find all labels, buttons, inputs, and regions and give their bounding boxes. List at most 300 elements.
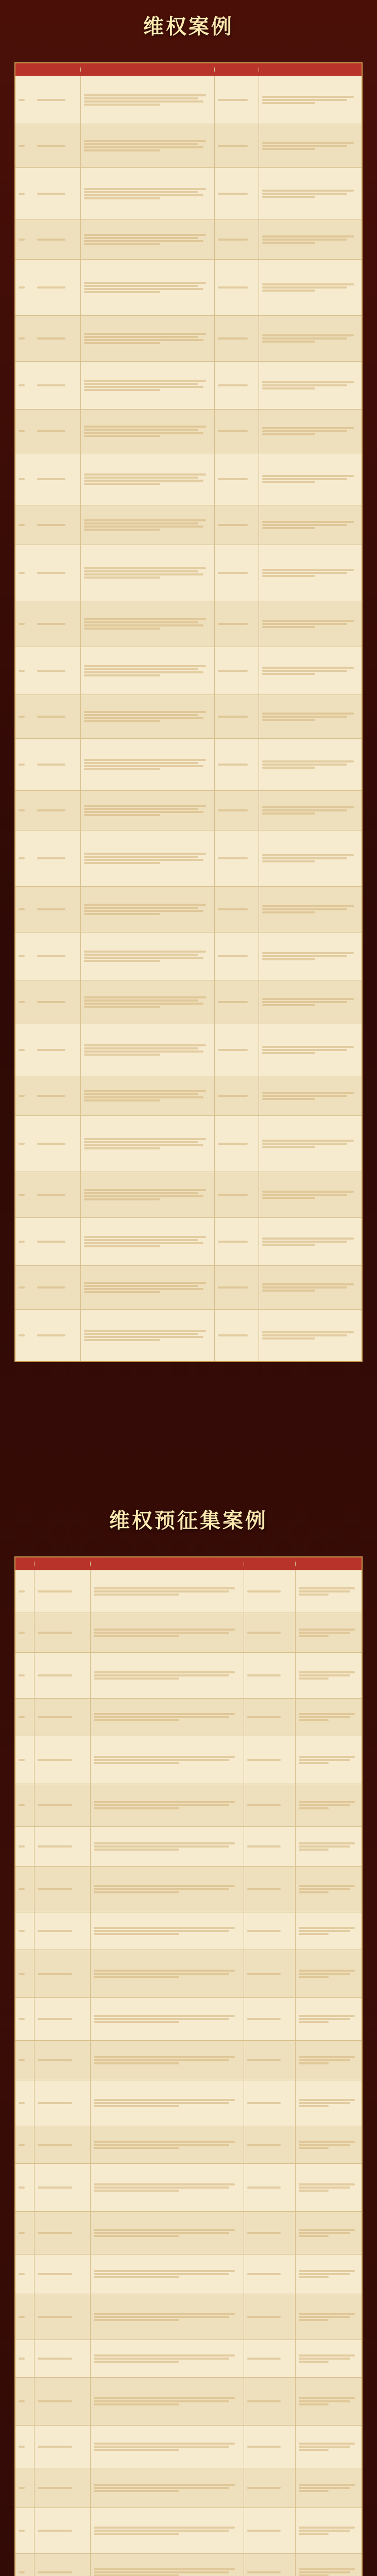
row-no xyxy=(15,1867,34,1912)
table-row xyxy=(15,361,362,409)
row-desc xyxy=(80,980,214,1024)
table-row xyxy=(15,2294,362,2340)
row-result xyxy=(259,980,362,1024)
row-name xyxy=(34,1784,90,1826)
row-desc xyxy=(90,2508,244,2553)
row-no xyxy=(15,2294,34,2340)
row-desc xyxy=(90,1867,244,1912)
row-no xyxy=(15,1736,34,1784)
row-name xyxy=(34,1912,90,1950)
row-no xyxy=(15,1998,34,2040)
row-desc xyxy=(80,410,214,453)
pre-cases-table xyxy=(14,1556,363,2576)
row-name xyxy=(34,739,80,790)
row-result xyxy=(295,1699,362,1736)
row-result xyxy=(295,1736,362,1784)
row-result xyxy=(295,1784,362,1826)
row-result xyxy=(295,2080,362,2126)
row-dept xyxy=(214,124,259,167)
table-row xyxy=(15,1570,362,1613)
row-dept xyxy=(244,1653,295,1698)
table-row xyxy=(15,1172,362,1217)
row-no xyxy=(15,1218,34,1265)
row-no xyxy=(15,1784,34,1826)
table-row xyxy=(15,545,362,601)
row-desc xyxy=(90,1998,244,2040)
row-name xyxy=(34,1310,80,1361)
row-dept xyxy=(244,1998,295,2040)
row-desc xyxy=(80,76,214,124)
row-no xyxy=(15,2340,34,2377)
row-no xyxy=(15,1266,34,1309)
row-no xyxy=(15,1699,34,1736)
row-name xyxy=(34,2164,90,2211)
table-row xyxy=(15,2553,362,2576)
table-row xyxy=(15,505,362,545)
row-dept xyxy=(244,2212,295,2254)
row-dept xyxy=(244,1699,295,1736)
row-name xyxy=(34,1827,90,1866)
table-row xyxy=(15,1309,362,1361)
row-name xyxy=(34,1172,80,1217)
table-row xyxy=(15,315,362,361)
row-result xyxy=(259,124,362,167)
row-name xyxy=(34,2212,90,2254)
row-name xyxy=(34,695,80,738)
table-row xyxy=(15,1217,362,1265)
row-name xyxy=(34,831,80,886)
table-row xyxy=(15,2040,362,2080)
table-row xyxy=(15,2080,362,2126)
row-result xyxy=(295,2041,362,2080)
row-no xyxy=(15,2426,34,2468)
row-no xyxy=(15,1950,34,1997)
row-no xyxy=(15,2212,34,2254)
row-no xyxy=(15,1310,34,1361)
row-name xyxy=(34,2126,90,2163)
row-desc xyxy=(80,601,214,647)
row-desc xyxy=(80,453,214,505)
row-name xyxy=(34,260,80,315)
row-name xyxy=(34,933,80,980)
row-desc xyxy=(90,1613,244,1652)
row-dept xyxy=(244,1570,295,1613)
row-result xyxy=(259,410,362,453)
row-dept xyxy=(214,1076,259,1115)
row-dept xyxy=(214,1024,259,1076)
row-name xyxy=(34,1613,90,1652)
row-result xyxy=(295,1653,362,1698)
table-row xyxy=(15,1826,362,1866)
table-row xyxy=(15,259,362,315)
row-desc xyxy=(80,1076,214,1115)
row-name xyxy=(34,453,80,505)
table-row xyxy=(15,647,362,694)
row-name xyxy=(34,2508,90,2553)
row-no xyxy=(15,545,34,601)
row-result xyxy=(295,1827,362,1866)
row-no xyxy=(15,2126,34,2163)
row-result xyxy=(259,791,362,830)
row-result xyxy=(295,1950,362,1997)
row-no xyxy=(15,453,34,505)
row-dept xyxy=(214,601,259,647)
row-desc xyxy=(90,2212,244,2254)
row-result xyxy=(259,887,362,932)
row-name xyxy=(34,2294,90,2340)
row-dept xyxy=(214,1172,259,1217)
row-dept xyxy=(244,1784,295,1826)
row-name xyxy=(34,2340,90,2377)
header-no xyxy=(15,67,34,72)
row-dept xyxy=(244,1736,295,1784)
row-dept xyxy=(214,933,259,980)
row-desc xyxy=(80,1116,214,1172)
table-row xyxy=(15,1784,362,1826)
row-name xyxy=(34,220,80,259)
row-no xyxy=(15,2508,34,2553)
table-row xyxy=(15,1115,362,1172)
table-row xyxy=(15,2377,362,2425)
row-no xyxy=(15,2468,34,2507)
row-dept xyxy=(244,1827,295,1866)
header-result xyxy=(259,67,362,72)
table-row xyxy=(15,1698,362,1736)
row-desc xyxy=(80,168,214,219)
row-dept xyxy=(214,1266,259,1309)
row-dept xyxy=(214,695,259,738)
table-row xyxy=(15,1265,362,1309)
row-no xyxy=(15,2080,34,2126)
row-no xyxy=(15,695,34,738)
table-row xyxy=(15,2163,362,2211)
table-row xyxy=(15,830,362,886)
row-no xyxy=(15,2164,34,2211)
row-result xyxy=(295,2378,362,2425)
row-name xyxy=(34,1570,90,1613)
row-no xyxy=(15,220,34,259)
row-desc xyxy=(90,2041,244,2080)
row-dept xyxy=(244,2294,295,2340)
row-name xyxy=(34,1950,90,1997)
table-row xyxy=(15,1997,362,2040)
table-row xyxy=(15,453,362,505)
row-desc xyxy=(80,260,214,315)
row-name xyxy=(34,647,80,694)
row-dept xyxy=(214,410,259,453)
row-no xyxy=(15,505,34,545)
row-desc xyxy=(90,2378,244,2425)
row-result xyxy=(295,2255,362,2294)
table-row xyxy=(15,124,362,167)
row-dept xyxy=(214,545,259,601)
row-result xyxy=(295,1570,362,1613)
row-dept xyxy=(244,1950,295,1997)
row-name xyxy=(34,2255,90,2294)
table-row xyxy=(15,694,362,738)
row-dept xyxy=(214,739,259,790)
row-desc xyxy=(80,1172,214,1217)
row-result xyxy=(295,1867,362,1912)
row-result xyxy=(295,2340,362,2377)
section-pre-cases xyxy=(10,1504,367,2576)
row-desc xyxy=(90,2426,244,2468)
row-name xyxy=(34,2041,90,2080)
table-row xyxy=(15,738,362,790)
row-no xyxy=(15,601,34,647)
row-desc xyxy=(80,695,214,738)
row-no xyxy=(15,2554,34,2576)
row-no xyxy=(15,316,34,361)
row-no xyxy=(15,980,34,1024)
row-dept xyxy=(244,2164,295,2211)
row-desc xyxy=(80,362,214,409)
header-desc xyxy=(80,67,214,72)
row-dept xyxy=(214,76,259,124)
row-desc xyxy=(90,1570,244,1613)
table-row xyxy=(15,2254,362,2294)
row-name xyxy=(34,316,80,361)
row-name xyxy=(34,2378,90,2425)
row-dept xyxy=(244,2426,295,2468)
row-name xyxy=(34,980,80,1024)
table-row xyxy=(15,1652,362,1698)
row-name xyxy=(34,2468,90,2507)
row-name xyxy=(34,601,80,647)
row-no xyxy=(15,410,34,453)
row-dept xyxy=(214,168,259,219)
row-dept xyxy=(214,220,259,259)
row-dept xyxy=(214,453,259,505)
row-dept xyxy=(244,2041,295,2080)
row-result xyxy=(295,1912,362,1950)
row-no xyxy=(15,1172,34,1217)
row-desc xyxy=(90,1653,244,1698)
row-dept xyxy=(244,2126,295,2163)
row-name xyxy=(34,1076,80,1115)
section-title: 维权案例 xyxy=(143,14,234,39)
row-name xyxy=(34,1024,80,1076)
row-no xyxy=(15,1613,34,1652)
row-name xyxy=(34,791,80,830)
row-desc xyxy=(80,1218,214,1265)
row-result xyxy=(259,1024,362,1076)
row-desc xyxy=(80,316,214,361)
row-dept xyxy=(214,260,259,315)
table-row xyxy=(15,2211,362,2254)
row-dept xyxy=(244,2378,295,2425)
row-no xyxy=(15,362,34,409)
row-name xyxy=(34,545,80,601)
row-result xyxy=(259,933,362,980)
table-row xyxy=(15,886,362,932)
row-no xyxy=(15,791,34,830)
row-name xyxy=(34,1736,90,1784)
row-result xyxy=(259,545,362,601)
table-row xyxy=(15,1613,362,1652)
row-dept xyxy=(244,1912,295,1950)
table-row xyxy=(15,219,362,259)
row-dept xyxy=(244,2255,295,2294)
row-desc xyxy=(90,2255,244,2294)
row-result xyxy=(259,695,362,738)
row-result xyxy=(259,1116,362,1172)
row-desc xyxy=(80,887,214,932)
row-name xyxy=(34,1218,80,1265)
row-result xyxy=(259,76,362,124)
row-dept xyxy=(214,831,259,886)
row-result xyxy=(259,601,362,647)
row-no xyxy=(15,1570,34,1613)
section-intro xyxy=(21,1541,356,1551)
row-name xyxy=(34,1998,90,2040)
row-desc xyxy=(80,831,214,886)
cases-table xyxy=(14,62,363,1362)
row-desc xyxy=(90,2468,244,2507)
row-desc xyxy=(90,1784,244,1826)
table-row xyxy=(15,167,362,219)
row-no xyxy=(15,1653,34,1698)
row-result xyxy=(295,2554,362,2576)
section-intro xyxy=(21,47,356,57)
row-result xyxy=(259,220,362,259)
row-desc xyxy=(80,505,214,545)
row-result xyxy=(259,260,362,315)
row-desc xyxy=(80,220,214,259)
row-desc xyxy=(90,1827,244,1866)
row-result xyxy=(295,2212,362,2254)
row-no xyxy=(15,1076,34,1115)
row-result xyxy=(259,1266,362,1309)
row-no xyxy=(15,1912,34,1950)
row-desc xyxy=(90,1912,244,1950)
row-dept xyxy=(244,2468,295,2507)
row-result xyxy=(259,831,362,886)
table-row xyxy=(15,1736,362,1784)
table-row xyxy=(15,2340,362,2377)
table-row xyxy=(15,932,362,980)
table-row xyxy=(15,2507,362,2553)
row-result xyxy=(295,1998,362,2040)
table-row xyxy=(15,1866,362,1912)
row-dept xyxy=(244,2340,295,2377)
row-name xyxy=(34,1266,80,1309)
row-desc xyxy=(90,2126,244,2163)
row-result xyxy=(259,168,362,219)
row-no xyxy=(15,2255,34,2294)
header-name xyxy=(34,1562,90,1566)
row-name xyxy=(34,1867,90,1912)
row-desc xyxy=(90,2554,244,2576)
table-row xyxy=(15,1076,362,1115)
row-no xyxy=(15,124,34,167)
row-desc xyxy=(80,1310,214,1361)
row-desc xyxy=(90,2080,244,2126)
row-desc xyxy=(90,2340,244,2377)
row-no xyxy=(15,168,34,219)
row-dept xyxy=(214,647,259,694)
row-name xyxy=(34,887,80,932)
row-result xyxy=(295,2164,362,2211)
row-result xyxy=(259,1218,362,1265)
table-row xyxy=(15,980,362,1024)
row-desc xyxy=(80,545,214,601)
row-dept xyxy=(214,1218,259,1265)
row-desc xyxy=(80,1266,214,1309)
row-dept xyxy=(244,2554,295,2576)
row-no xyxy=(15,1116,34,1172)
row-result xyxy=(259,1310,362,1361)
header-no xyxy=(15,1562,34,1566)
row-desc xyxy=(90,1950,244,1997)
row-name xyxy=(34,2080,90,2126)
row-desc xyxy=(80,933,214,980)
row-result xyxy=(259,647,362,694)
row-dept xyxy=(214,1310,259,1361)
row-dept xyxy=(214,505,259,545)
row-dept xyxy=(214,980,259,1024)
row-result xyxy=(259,505,362,545)
row-no xyxy=(15,1024,34,1076)
row-desc xyxy=(80,647,214,694)
row-dept xyxy=(244,1613,295,1652)
row-no xyxy=(15,887,34,932)
row-name xyxy=(34,505,80,545)
table-row xyxy=(15,2468,362,2507)
row-no xyxy=(15,739,34,790)
row-name xyxy=(34,1653,90,1698)
row-name xyxy=(34,1116,80,1172)
header-result xyxy=(295,1562,362,1566)
row-name xyxy=(34,168,80,219)
row-desc xyxy=(90,2164,244,2211)
row-result xyxy=(295,1613,362,1652)
row-name xyxy=(34,1699,90,1736)
table-row xyxy=(15,2425,362,2468)
row-result xyxy=(295,2508,362,2553)
table-row xyxy=(15,601,362,647)
row-no xyxy=(15,647,34,694)
row-no xyxy=(15,2378,34,2425)
table-header xyxy=(15,63,362,76)
row-result xyxy=(259,316,362,361)
row-no xyxy=(15,933,34,980)
header-dept xyxy=(214,67,259,72)
row-result xyxy=(295,2294,362,2340)
row-desc xyxy=(80,739,214,790)
table-header xyxy=(15,1557,362,1570)
row-result xyxy=(259,453,362,505)
table-row xyxy=(15,409,362,453)
row-no xyxy=(15,831,34,886)
row-result xyxy=(259,1076,362,1115)
row-name xyxy=(34,410,80,453)
row-result xyxy=(259,362,362,409)
row-desc xyxy=(80,124,214,167)
row-dept xyxy=(244,2508,295,2553)
row-desc xyxy=(90,1736,244,1784)
row-dept xyxy=(244,1867,295,1912)
row-no xyxy=(15,260,34,315)
row-result xyxy=(295,2468,362,2507)
row-no xyxy=(15,1827,34,1866)
table-row xyxy=(15,1950,362,1997)
row-dept xyxy=(214,791,259,830)
row-name xyxy=(34,362,80,409)
row-result xyxy=(259,739,362,790)
table-row xyxy=(15,2126,362,2163)
table-row xyxy=(15,1912,362,1950)
